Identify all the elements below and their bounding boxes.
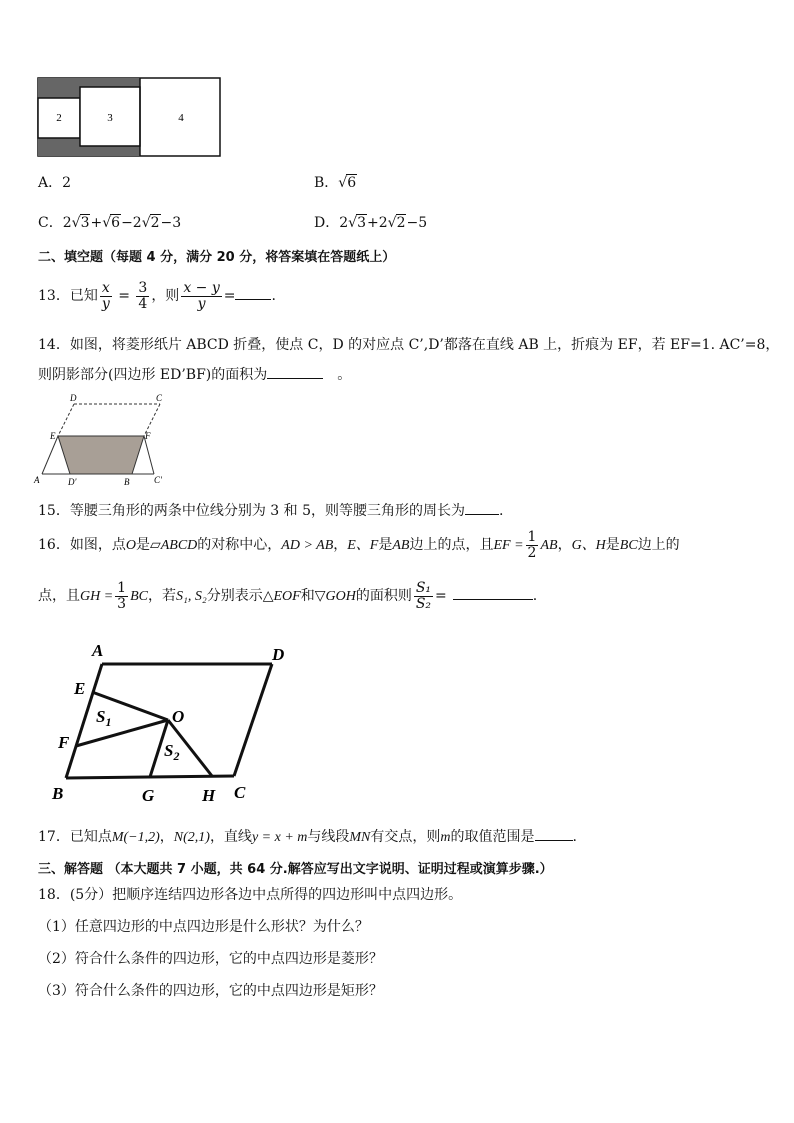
section-2-title: 二、填空题（每题 4 分，满分 20 分，将答案填在答题纸上） <box>38 250 396 265</box>
rhombus-fold-figure <box>30 392 180 488</box>
sqrt-expr: √6 <box>338 175 357 191</box>
svg-text:C: C <box>234 783 246 802</box>
svg-text:C: C <box>156 393 163 403</box>
question-18-part1: （1）任意四边形的中点四边形是什么形状？为什么？ <box>38 919 369 935</box>
shaded-strip <box>38 138 80 156</box>
svg-text:B: B <box>124 477 130 487</box>
svg-text:E: E <box>50 431 56 441</box>
svg-text:E: E <box>74 679 86 698</box>
option-d: D．2√3+2√2−5 <box>314 215 428 231</box>
answer-blank <box>267 378 323 379</box>
answer-blank <box>465 514 499 515</box>
shaded-strip <box>38 78 80 98</box>
option-d-label: D． <box>314 215 340 231</box>
svg-text:A: A <box>34 475 40 485</box>
svg-text:F: F <box>58 733 70 752</box>
question-14-line1: 14．如图，将菱形纸片 ABCD 折叠，使点 C，D 的对应点 C’,D’都落在直线 AB 上，折痕为 EF，若 EF=1. AC’=8， <box>38 337 780 353</box>
svg-text:B: B <box>52 784 64 803</box>
shaded-strip <box>80 146 140 156</box>
question-14-line2: 则阴影部分(四边形 ED’BF)的面积为 。 <box>38 367 352 383</box>
option-b-label: B． <box>314 175 339 191</box>
square-label-4: 4 <box>178 112 184 124</box>
svg-text:D': D' <box>68 477 77 487</box>
question-18-stem: 18．(5分）把顺序连结四边形各边中点所得的四边形叫中点四边形。 <box>38 887 463 903</box>
option-b <box>314 172 357 192</box>
answer-blank <box>535 840 573 841</box>
svg-text:S2: $S_2$ <box>164 741 180 763</box>
svg-text:D: D <box>70 393 77 403</box>
question-18-part3: （3）符合什么条件的四边形，它的中点四边形是矩形？ <box>38 983 383 999</box>
question-18-part2: （2）符合什么条件的四边形，它的中点四边形是菱形？ <box>38 951 383 967</box>
parallelogram-figure <box>44 636 304 808</box>
svg-text:D: D <box>272 645 285 664</box>
question-16-line1: 16．如图，点O是▱ABCD的对称中心，AD > AB，E、F是AB边上的点，且EF = $\frac{1}{2}$ AB，G、H是BC边上的 <box>38 528 680 561</box>
rectangles-figure <box>36 76 222 158</box>
section-3-title: 三、解答题 （本大题共 7 小题，共 64 分.解答应写出文字说明、证明过程或演算步骤.） <box>38 862 553 877</box>
svg-text:C': C' <box>154 475 162 485</box>
option-c: C．2√3+√6−2√2−3 <box>38 215 182 231</box>
shaded-quadrilateral <box>58 436 144 474</box>
shaded-strip <box>80 78 140 87</box>
option-c-label: C． <box>38 215 63 231</box>
svg-text:F: F <box>145 431 151 441</box>
answer-blank <box>235 299 271 300</box>
answer-blank <box>453 599 533 600</box>
question-13: 13．已知 $\frac{x}{y}$ = $\frac{3}{4}$ ，则 $\frac{x - y}{y}$ = . <box>38 279 276 312</box>
square-label-3: 3 <box>107 112 113 124</box>
question-15: 15．等腰三角形的两条中位线分别为 3 和 5，则等腰三角形的周长为 . <box>38 503 504 519</box>
option-a: A．2 <box>38 175 72 191</box>
svg-text:H: H <box>202 786 216 805</box>
svg-text:O: O <box>172 707 185 726</box>
question-17: 17．已知点M(−1,2)，N(2,1)，直线y = x + m与线段MN有交点，则m的取值范围是 . <box>38 829 577 845</box>
svg-text:A: A <box>92 641 104 660</box>
question-16-line2: 点，且GH = $\frac{1}{3}$ BC，若S₁, S₂分别表示△EOF和▽GOH的面积则 $\frac{\text{S₁}}{\text{S₂}}$ = . <box>38 579 538 612</box>
svg-text:S1: $S_1$ <box>96 707 112 729</box>
square-label-2: 2 <box>56 112 62 124</box>
svg-text:G: G <box>142 786 155 805</box>
